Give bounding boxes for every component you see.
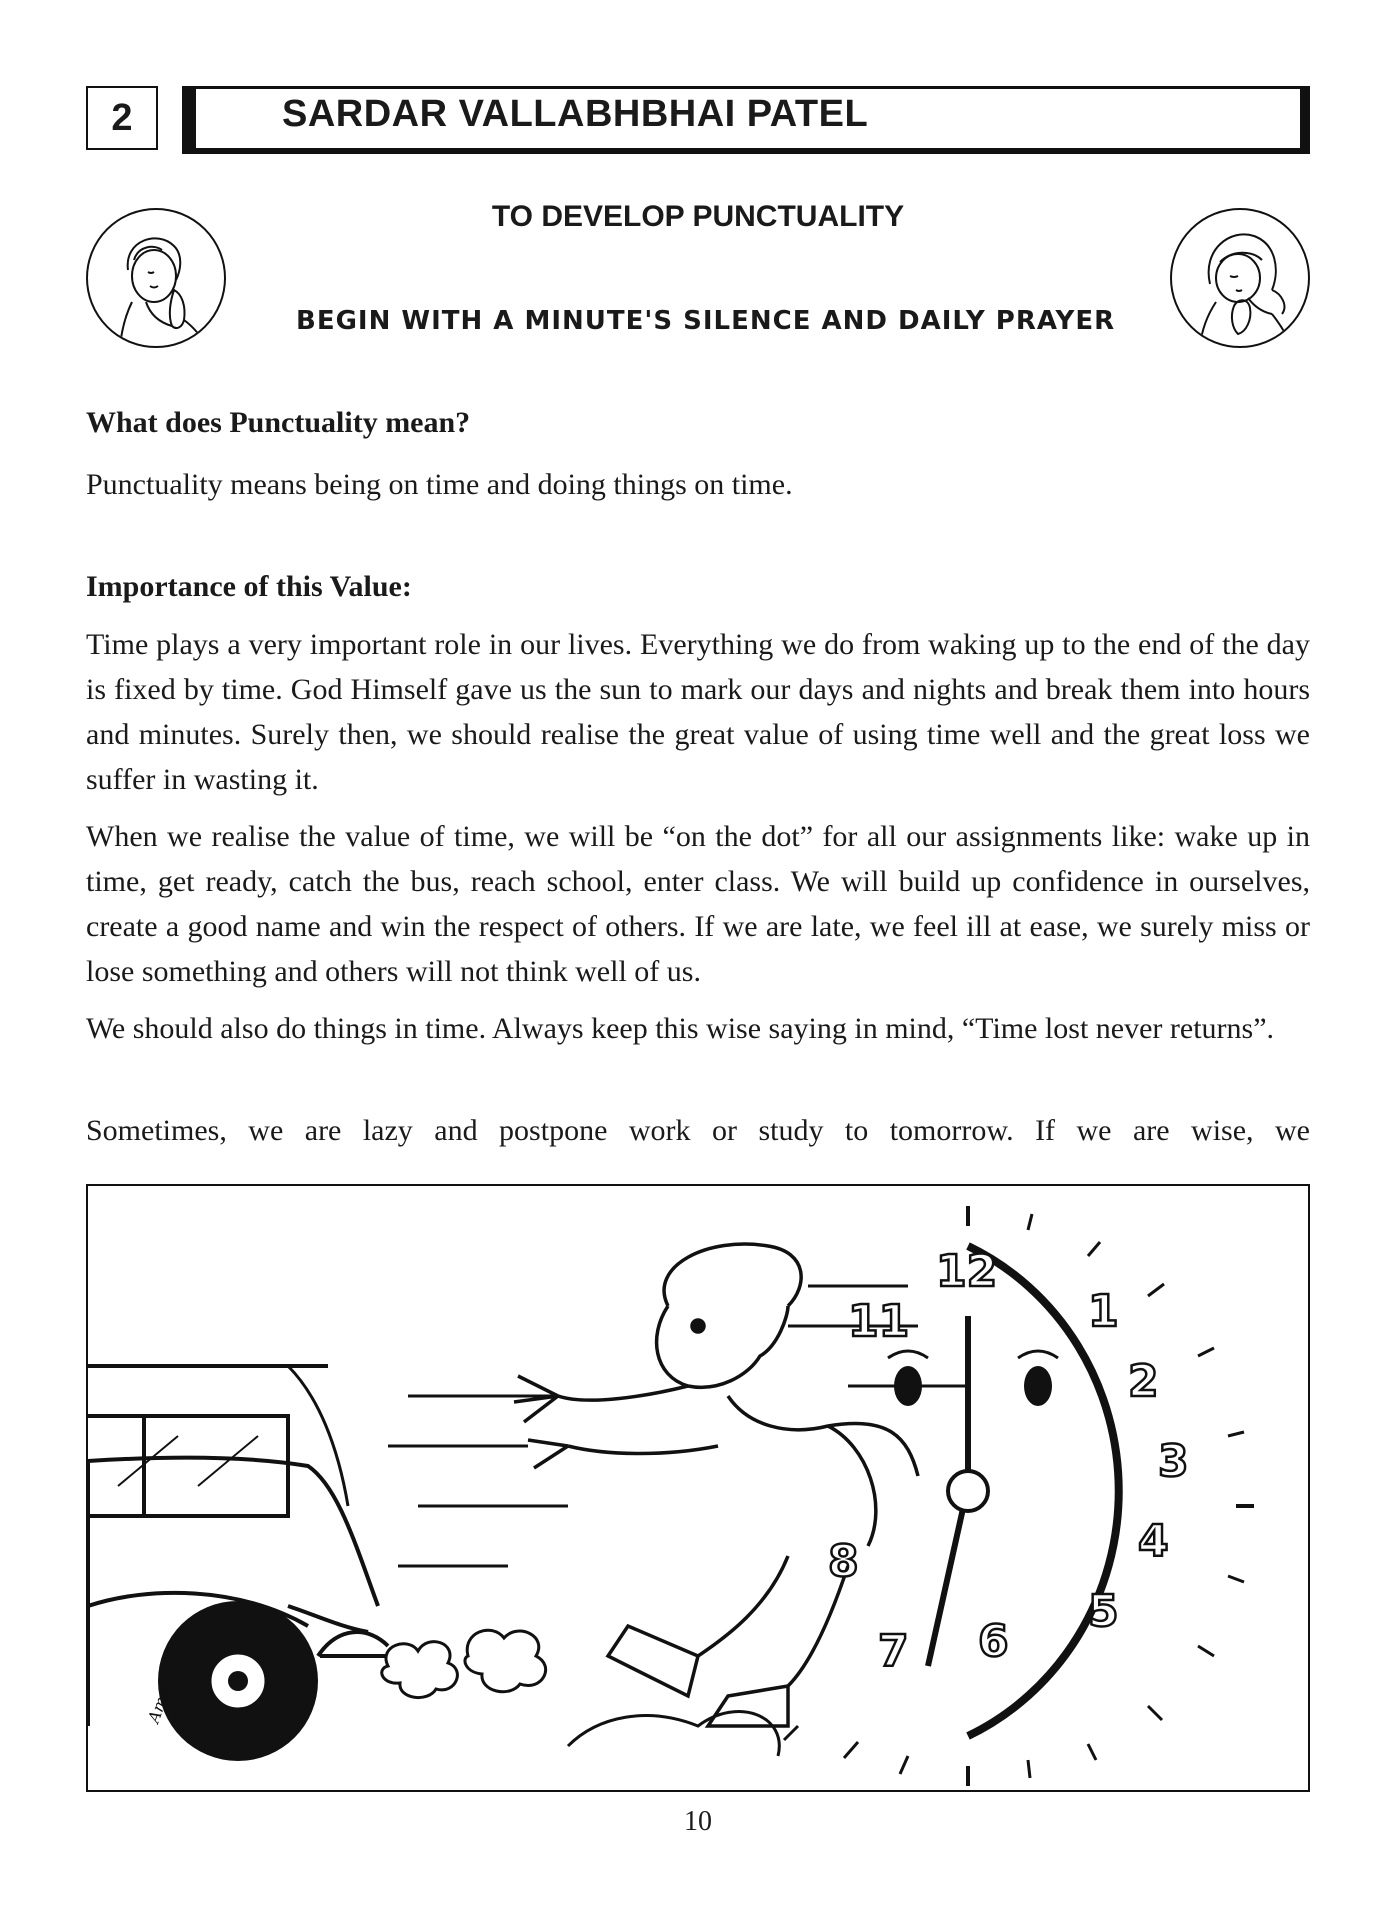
lesson-subtitle: TO DEVELOP PUNCTUALITY [491, 200, 905, 233]
praying-girl-icon [1170, 208, 1310, 348]
clock-number: 2 [1128, 1356, 1159, 1407]
clock-number: 3 [1158, 1436, 1189, 1487]
section-heading: Importance of this Value: [86, 570, 412, 603]
paragraph: Punctuality means being on time and doing things on time. [86, 468, 793, 501]
section-importance-para-1 [86, 622, 1310, 802]
clock-number: 6 [978, 1616, 1009, 1667]
clock-number: 11 [848, 1296, 910, 1347]
clock-number: 12 [936, 1246, 998, 1297]
section-meaning [86, 402, 1310, 444]
section-importance [86, 566, 1310, 608]
running-boy-clock-illustration [86, 1184, 1310, 1792]
chapter-title-box [182, 86, 1310, 154]
section-importance-para-4 [86, 1108, 1310, 1153]
page-number: 10 [684, 1806, 712, 1837]
chapter-number: 2 [86, 86, 158, 150]
clock-number: 5 [1088, 1586, 1119, 1637]
dust-puffs [382, 1630, 780, 1756]
section-importance-para-2 [86, 814, 1310, 994]
prayer-instruction: BEGIN WITH A MINUTE'S SILENCE AND DAILY PRAYER [296, 306, 1116, 336]
car-wheel-icon [158, 1601, 318, 1761]
praying-boy-icon [86, 208, 226, 348]
chapter-title: SARDAR VALLABHBHAI PATEL [282, 93, 869, 135]
section-meaning-body [86, 462, 1310, 507]
paragraph: Time plays a very important role in our lives. Everything we do from waking up to the end of the day is fixed by time. God Himself gave us the sun to mark our days and nights and break them into hours and minutes. Surely then, we should realise the great value of using time well and the great loss we suffer in wasting it. [86, 628, 1310, 796]
clock-number: 1 [1088, 1286, 1119, 1337]
section-heading: What does Punctuality mean? [86, 406, 471, 439]
clock-number: 7 [878, 1626, 909, 1677]
clock-number: 4 [1138, 1516, 1169, 1567]
section-importance-para-3 [86, 1006, 1310, 1051]
clock-number: 8 [828, 1536, 859, 1587]
paragraph: When we realise the value of time, we will be “on the dot” for all our assignments like: wake up in time, get ready, catch the bus, reach school, enter class. We will build up confidence in ourselves, create a good name and win the respect of others. If we are late, we feel ill at ease, we surely miss or lose something and others will not think well of us. [86, 820, 1310, 988]
paragraph: We should also do things in time. Always keep this wise saying in mind, “Time lost never returns”. [86, 1012, 1275, 1045]
clock-face-icon [784, 1206, 1254, 1786]
paragraph: Sometimes, we are lazy and postpone work or study to tomorrow. If we are wise, we [86, 1114, 1310, 1147]
artist-signature: Amol [143, 1679, 176, 1726]
